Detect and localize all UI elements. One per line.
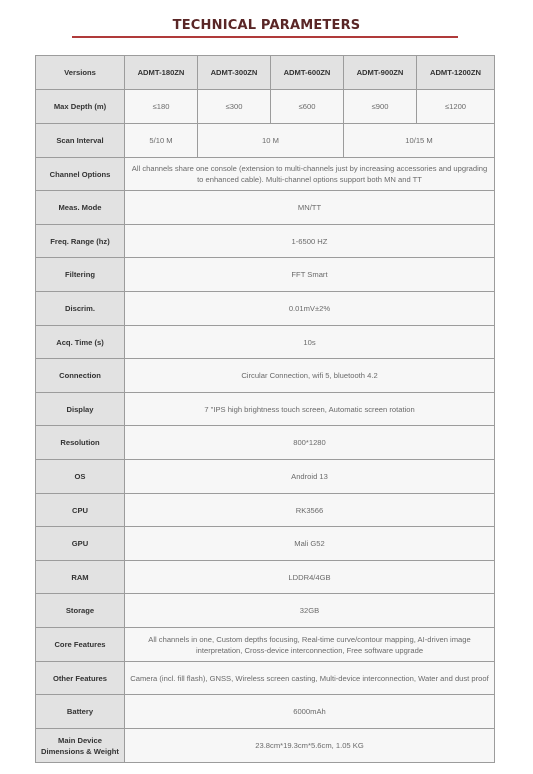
cell-value: Circular Connection, wifi 5, bluetooth 4.2 <box>125 359 495 393</box>
cell-value: All channels share one console (extension to multi-channels just by increasing accessories and upgrading to enhanced cable). Multi-channel options support both MN and TT <box>125 158 495 191</box>
cell-value: 10/15 M <box>344 124 495 158</box>
cell-value: RK3566 <box>125 494 495 527</box>
table-row <box>36 662 495 695</box>
cell-value: Android 13 <box>125 460 495 494</box>
table-row <box>36 426 495 460</box>
row-label: RAM <box>36 561 125 594</box>
cell-value: MN/TT <box>125 191 495 225</box>
table-row <box>36 527 495 561</box>
cell-value: ≤900 <box>344 90 417 124</box>
cell-value: 0.01mV±2% <box>125 292 495 326</box>
row-label: Core Features <box>36 628 125 662</box>
title-underline <box>72 36 458 38</box>
page-title: TECHNICAL PARAMETERS <box>172 18 361 33</box>
row-label: GPU <box>36 527 125 561</box>
cell-value: LDDR4/4GB <box>125 561 495 594</box>
cell-value: ≤600 <box>271 90 344 124</box>
row-label: Meas. Mode <box>36 191 125 225</box>
cell-value: ≤180 <box>125 90 198 124</box>
row-label: Filtering <box>36 258 125 292</box>
table-row <box>36 326 495 359</box>
cell-value: FFT Smart <box>125 258 495 292</box>
row-label: Channel Options <box>36 158 125 191</box>
cell-value: Mali G52 <box>125 527 495 561</box>
table-row <box>36 359 495 393</box>
spec-table <box>35 55 495 763</box>
cell-value: 5/10 M <box>125 124 198 158</box>
table-row <box>36 729 495 763</box>
cell-value: 800*1280 <box>125 426 495 460</box>
table-row <box>36 292 495 326</box>
table-row <box>36 258 495 292</box>
cell-value: ≤1200 <box>417 90 495 124</box>
row-label: Display <box>36 393 125 426</box>
row-label: Versions <box>36 56 125 90</box>
row-label: OS <box>36 460 125 494</box>
row-label: Main Device Dimensions & Weight <box>36 729 125 763</box>
table-row <box>36 191 495 225</box>
table-row <box>36 561 495 594</box>
cell-value: 1-6500 HZ <box>125 225 495 258</box>
cell-value: 23.8cm*19.3cm*5.6cm, 1.05 KG <box>125 729 495 763</box>
model-header: ADMT-900ZN <box>344 56 417 90</box>
table-row <box>36 695 495 729</box>
model-header: ADMT-1200ZN <box>417 56 495 90</box>
row-label: Connection <box>36 359 125 393</box>
model-header: ADMT-180ZN <box>125 56 198 90</box>
cell-value: 10s <box>125 326 495 359</box>
table-row <box>36 158 495 191</box>
table-row <box>36 494 495 527</box>
cell-value: 6000mAh <box>125 695 495 729</box>
row-label: Freq. Range (hz) <box>36 225 125 258</box>
model-header: ADMT-300ZN <box>198 56 271 90</box>
row-label: CPU <box>36 494 125 527</box>
table-row <box>36 393 495 426</box>
cell-value: 10 M <box>198 124 344 158</box>
row-label: Acq. Time (s) <box>36 326 125 359</box>
cell-value: All channels in one, Custom depths focusing, Real-time curve/contour mapping, AI-driven image interpretation, Cross-device interconnection, Free software upgrade <box>125 628 495 662</box>
table-row <box>36 460 495 494</box>
row-label: Resolution <box>36 426 125 460</box>
row-label: Storage <box>36 594 125 628</box>
table-row <box>36 124 495 158</box>
table-row <box>36 56 495 90</box>
row-label: Max Depth (m) <box>36 90 125 124</box>
row-label: Other Features <box>36 662 125 695</box>
table-row <box>36 594 495 628</box>
row-label: Scan Interval <box>36 124 125 158</box>
model-header: ADMT-600ZN <box>271 56 344 90</box>
cell-value: 32GB <box>125 594 495 628</box>
cell-value: 7 "IPS high brightness touch screen, Automatic screen rotation <box>125 393 495 426</box>
table-row <box>36 225 495 258</box>
cell-value: ≤300 <box>198 90 271 124</box>
cell-value: Camera (incl. fill flash), GNSS, Wireless screen casting, Multi-device interconnection, Water and dust proof <box>125 662 495 695</box>
row-label: Discrim. <box>36 292 125 326</box>
table-row <box>36 90 495 124</box>
table-row <box>36 628 495 662</box>
row-label: Battery <box>36 695 125 729</box>
